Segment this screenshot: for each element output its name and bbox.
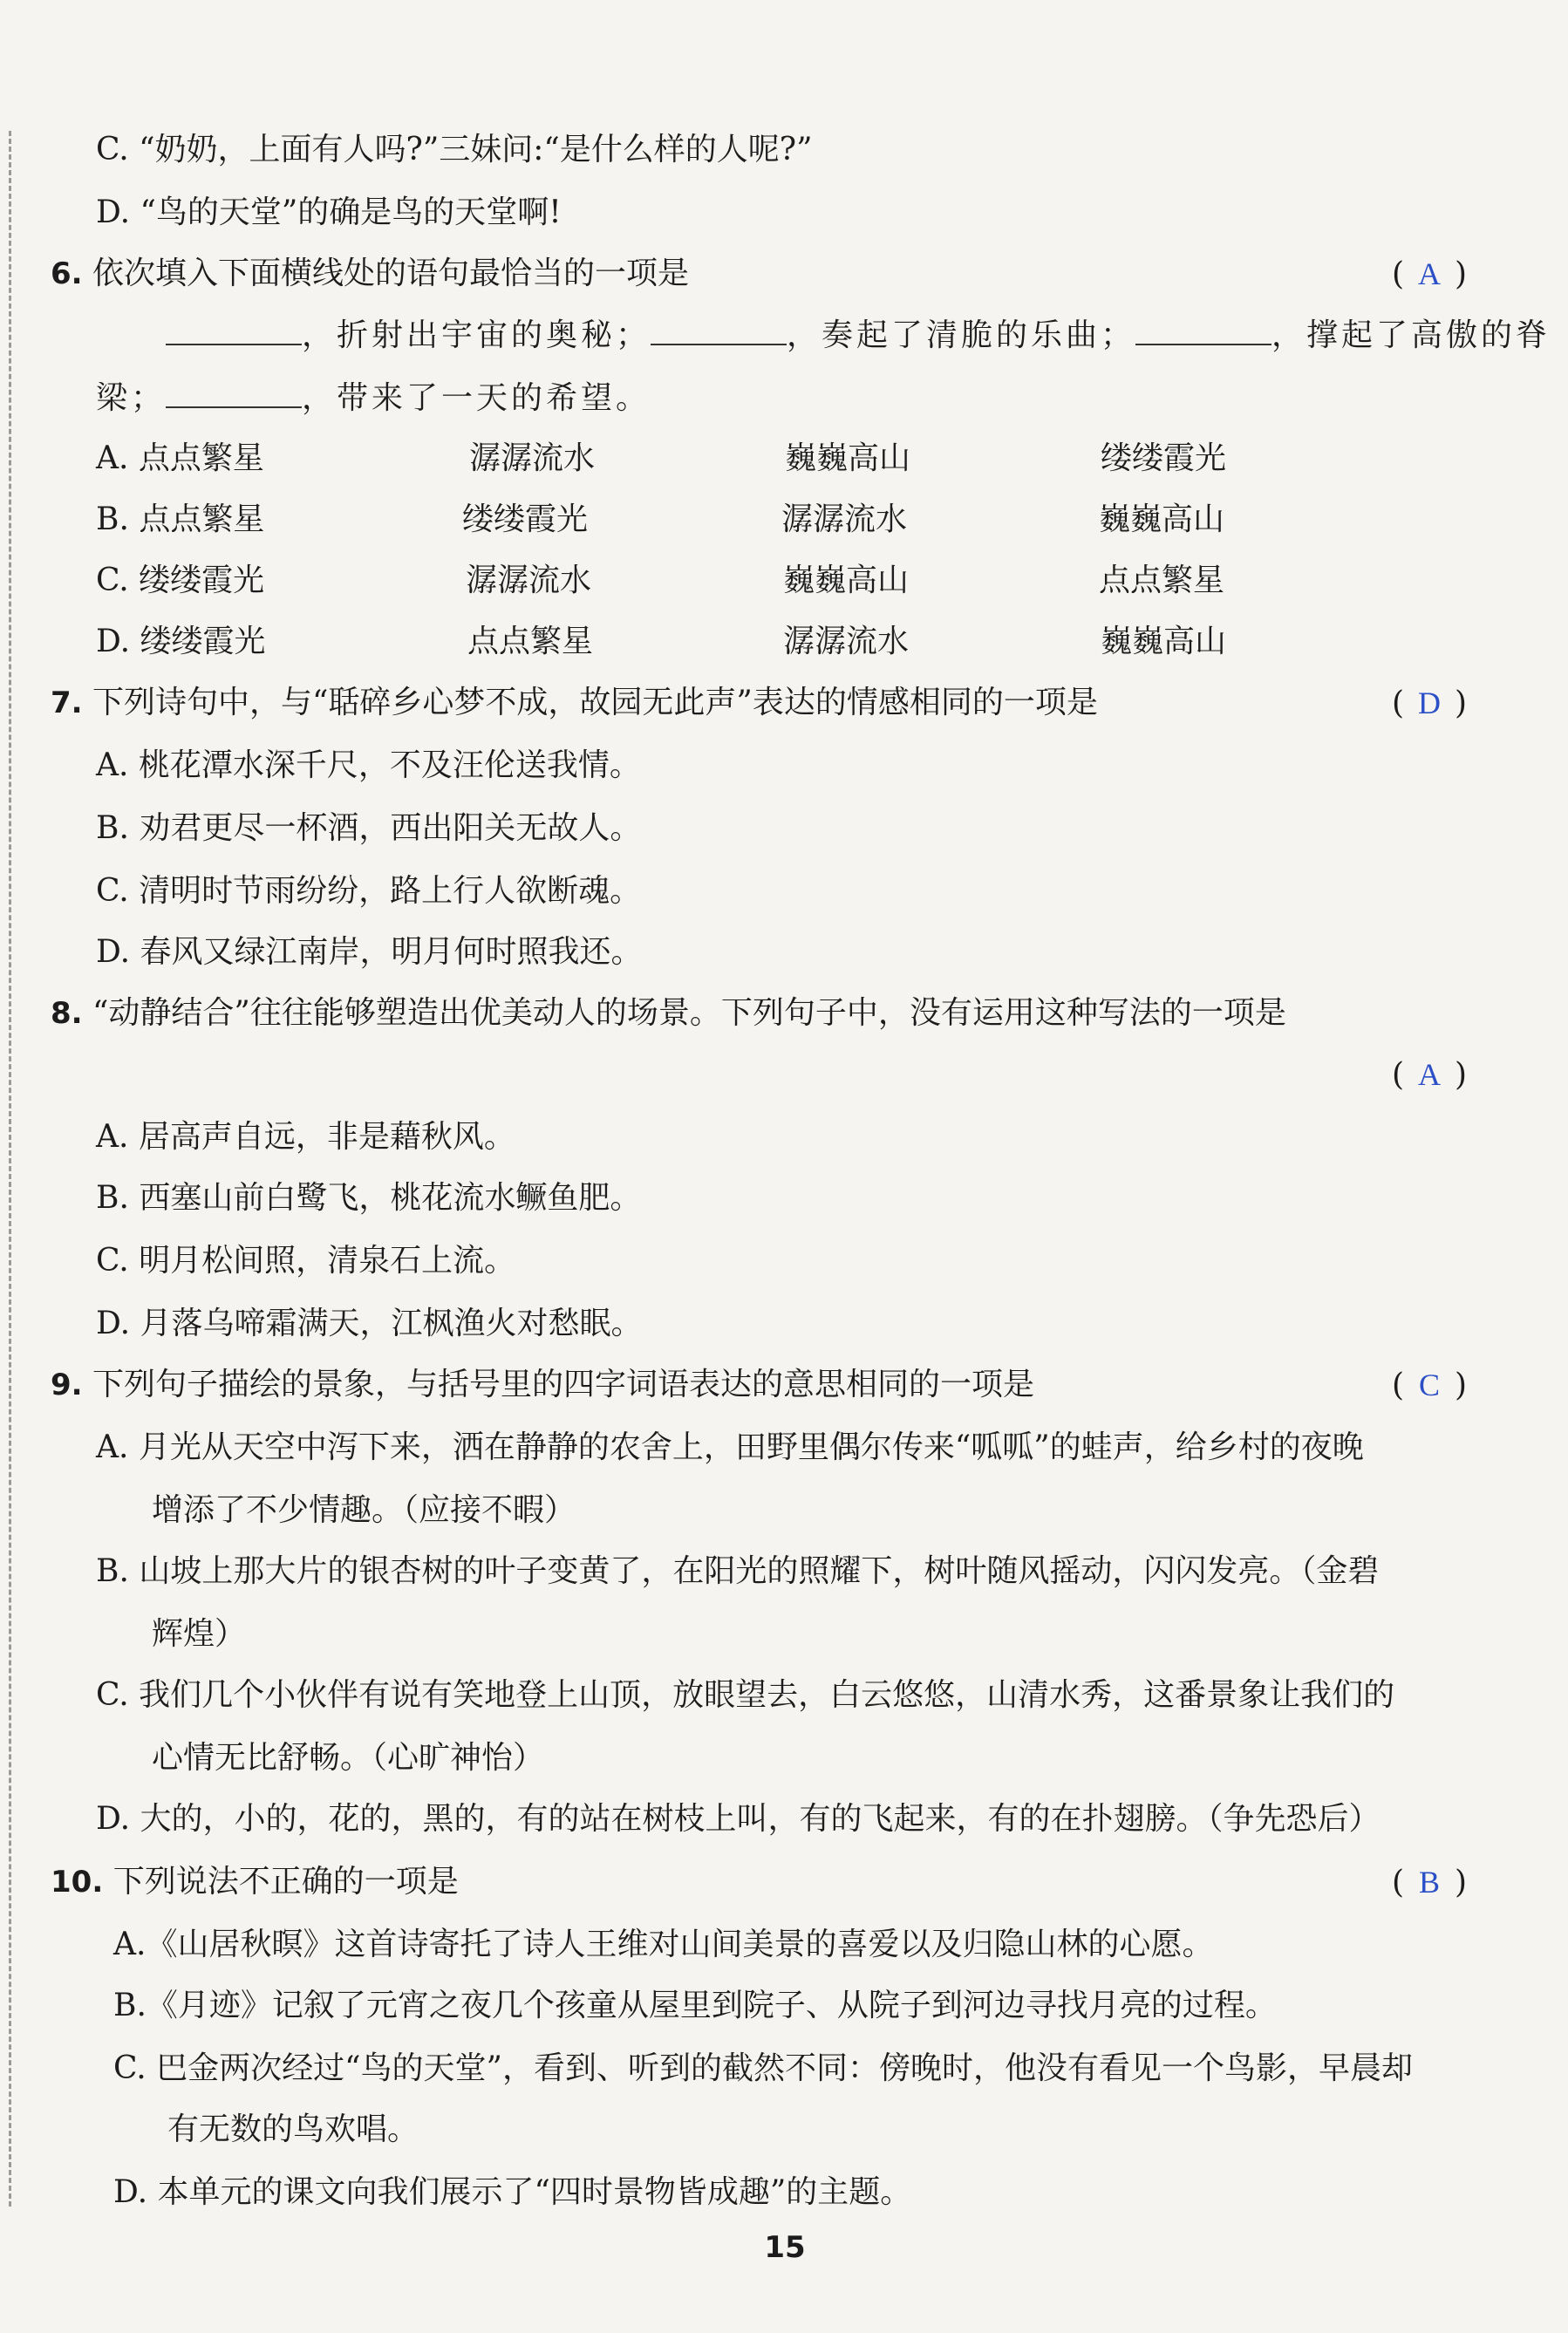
q7-option-d: D. 春风又绿江南岸，明月何时照我还。 [96, 934, 643, 970]
q6-text: 依次填入下面横线处的语句最恰当的一项是 [92, 256, 690, 291]
q6-option-d: D. 缕缕霞光 [96, 624, 266, 659]
q9-answer: C [1419, 1368, 1441, 1402]
q10-option-d: D. 本单元的课文向我们展示了“四时景物皆成趣”的主题。 [113, 2174, 912, 2210]
q6-fill-line-2: 梁； ，带来了一天的希望。 [96, 377, 651, 420]
q8-number: 8. [51, 996, 83, 1031]
q8-stem [51, 993, 1286, 1034]
q10-answer: B [1419, 1865, 1441, 1900]
q6-option-d-2: 点点繁星 [467, 624, 594, 659]
q6-answer: A [1418, 256, 1442, 291]
q9-option-d: D. 大的，小的，花的，黑的，有的站在树枝上叫，有的飞起来，有的在扑翅膀。（争先恐后） [96, 1801, 1381, 1837]
q6-blank-4 [166, 377, 302, 408]
q6-option-b-3: 潺潺流水 [781, 501, 908, 537]
q6-blank-2 [651, 314, 787, 345]
q8-option-b: B. 西塞山前白鹭飞，桃花流水鳜鱼肥。 [96, 1180, 642, 1216]
q8-text: “动静结合”往往能够塑造出优美动人的场景。下列句子中，没有运用这种写法的一项是 [92, 995, 1286, 1031]
q6-option-a: A. 点点繁星 [96, 440, 264, 476]
q6-option-a-2: 潺潺流水 [469, 440, 596, 476]
q6-option-c-2: 潺潺流水 [466, 563, 592, 598]
q5-option-c: C. “奶奶，上面有人吗?”三妹问:“是什么样的人呢?” [96, 132, 813, 167]
q10-stem [51, 1861, 459, 1903]
q8-option-a: A. 居高声自远，非是藉秋风。 [96, 1119, 515, 1155]
q7-stem [51, 682, 1098, 724]
q7-option-b: B. 劝君更尽一杯酒，西出阳关无故人。 [96, 810, 642, 846]
q9-option-a-line2: 增添了不少情趣。（应接不暇） [152, 1492, 576, 1528]
q9-option-a-line1: A. 月光从天空中泻下来，洒在静静的农舍上，田野里偶尔传来“呱呱”的蛙声，给乡村的夜晚 [96, 1429, 1364, 1465]
q5-option-d: D. “鸟的天堂”的确是鸟的天堂啊! [96, 194, 562, 230]
q9-option-c-line1: C. 我们几个小伙伴有说有笑地登上山顶，放眼望去，白云悠悠，山清水秀，这番景象让我们的 [96, 1677, 1395, 1713]
q6-option-b-4: 巍巍高山 [1099, 501, 1225, 537]
q9-number: 9. [51, 1368, 83, 1402]
q10-option-b: B.《月迹》记叙了元宵之夜几个孩童从屋里到院子、从院子到河边寻找月亮的过程。 [113, 1988, 1277, 2023]
q7-answer: D [1418, 686, 1442, 720]
q9-option-b-line2: 辉煌） [152, 1616, 247, 1652]
q9-option-b-line1: B. 山坡上那大片的银杏树的叶子变黄了，在阳光的照耀下，树叶随风摇动，闪闪发亮。（金碧 [96, 1553, 1380, 1589]
q6-option-b-2: 缕缕霞光 [462, 501, 589, 537]
q6-option-c-3: 巍巍高山 [783, 563, 910, 598]
q10-text: 下列说法不正确的一项是 [112, 1864, 459, 1900]
q10-answer-bracket: ( B ) [1392, 1861, 1467, 1904]
page-number: 15 [764, 2230, 806, 2265]
binding-dashed-line [9, 131, 11, 2207]
q6-blank-3 [1135, 314, 1271, 345]
q7-answer-bracket: ( D ) [1392, 682, 1467, 725]
q6-option-d-3: 潺潺流水 [783, 624, 910, 659]
q7-option-c: C. 清明时节雨纷纷，路上行人欲断魂。 [96, 873, 642, 909]
q9-text: 下列句子描绘的景象，与括号里的四字词语表达的意思相同的一项是 [92, 1367, 1035, 1402]
q6-option-d-4: 巍巍高山 [1101, 624, 1227, 659]
q6-option-b: B. 点点繁星 [96, 501, 265, 537]
q6-blank-1 [166, 314, 302, 345]
q8-answer-bracket: ( A ) [1392, 1054, 1467, 1096]
q6-fill-line-1: ，折射出宇宙的奥秘； ，奏起了清脆的乐曲； ，撑起了高傲的脊 [166, 314, 1551, 357]
q6-number: 6. [51, 256, 83, 291]
q10-option-c-line1: C. 巴金两次经过“鸟的天堂”，看到、听到的截然不同：傍晚时，他没有看见一个鸟影，早晨却 [113, 2050, 1413, 2086]
q6-option-a-4: 缕缕霞光 [1101, 440, 1227, 476]
q9-stem [51, 1364, 1034, 1406]
q6-option-c-4: 点点繁星 [1099, 563, 1225, 598]
q7-text: 下列诗句中，与“聒碎乡心梦不成，故园无此声”表达的情感相同的一项是 [92, 685, 1098, 720]
q7-option-a: A. 桃花潭水深千尺，不及汪伦送我情。 [96, 747, 641, 783]
q9-answer-bracket: ( C ) [1392, 1364, 1467, 1407]
q8-answer: A [1418, 1057, 1442, 1092]
q10-number: 10. [51, 1865, 104, 1900]
q8-option-c: C. 明月松间照，清泉石上流。 [96, 1243, 516, 1279]
q8-option-d: D. 月落乌啼霜满天，江枫渔火对愁眠。 [96, 1306, 643, 1341]
q6-answer-bracket: ( A ) [1392, 253, 1467, 296]
q6-option-c: C. 缕缕霞光 [96, 563, 265, 598]
q10-option-c-line2: 有无数的鸟欢唱。 [167, 2111, 419, 2147]
q6-stem [51, 253, 689, 295]
q9-option-c-line2: 心情无比舒畅。（心旷神怡） [152, 1740, 545, 1776]
q7-number: 7. [51, 686, 83, 720]
q10-option-a: A.《山居秋暝》这首诗寄托了诗人王维对山间美景的喜爱以及归隐山林的心愿。 [113, 1927, 1214, 1962]
q6-option-a-3: 巍巍高山 [785, 440, 911, 476]
